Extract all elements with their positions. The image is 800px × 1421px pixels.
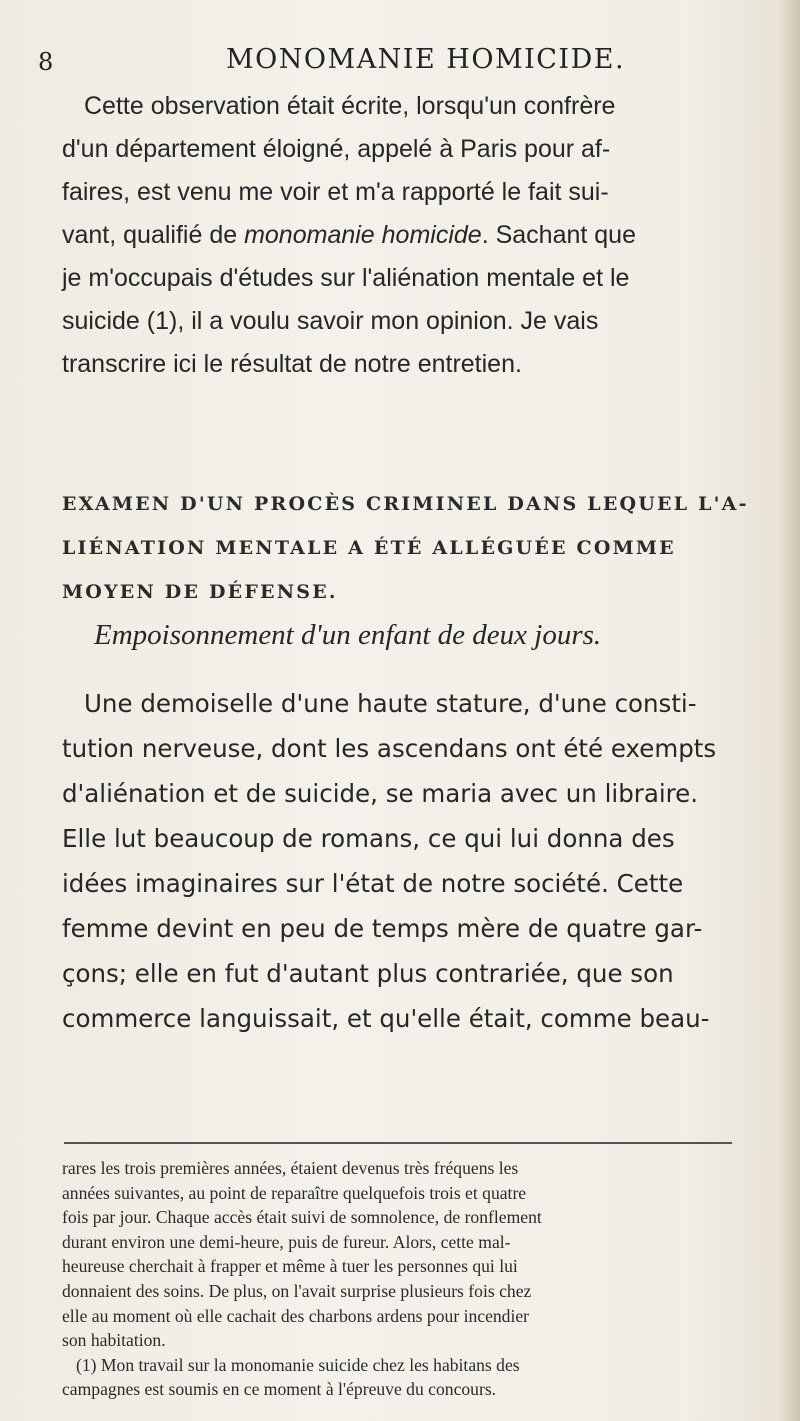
footnote-line: elle au moment où elle cachait des charbons ardens pour incendier (62, 1305, 530, 1326)
running-head-title: MONOMANIE HOMICIDE. (226, 44, 626, 75)
page-number: 8 (38, 48, 55, 76)
heading-line: MOYEN DE DÉFENSE. (62, 581, 338, 603)
text-line: tution nerveuse, dont les ascendans ont été exempts (62, 734, 717, 763)
paragraph-case (62, 681, 730, 1041)
heading-line: EXAMEN D'UN PROCÈS CRIMINEL DANS LEQUEL L'A- (62, 493, 749, 515)
heading-line: LIÉNATION MENTALE A ÉTÉ ALLÉGUÉE COMME (62, 537, 676, 559)
footnote-line: durant environ une demi-heure, puis de fureur. Alors, cette mal- (62, 1231, 511, 1252)
text-line: çons; elle en fut d'autant plus contrariée, que son (62, 959, 674, 988)
italic-term: monomanie homicide (244, 221, 482, 249)
text-line: Elle lut beaucoup de romans, ce qui lui donna des (62, 824, 675, 853)
paragraph-observation (62, 85, 730, 386)
text-segment: . Sachant que (481, 221, 636, 249)
text-line: commerce languissait, et qu'elle était, comme beau- (62, 1004, 710, 1033)
text-line: d'aliénation et de suicide, se maria avec un libraire. (62, 779, 699, 808)
text-segment: vant, qualifié de (62, 221, 245, 249)
text-line: suicide (1), il a voulu savoir mon opinion. Je vais (62, 307, 599, 335)
footnote-divider (64, 1142, 732, 1144)
footnote-line: fois par jour. Chaque accès était suivi de somnolence, de ronflement (62, 1207, 542, 1228)
text-line-with-italic (62, 214, 730, 257)
text-line: Cette observation était écrite, lorsqu'un confrère (84, 92, 616, 120)
footnote-line: (1) Mon travail sur la monomanie suicide chez les habitans des (76, 1354, 520, 1375)
text-line: femme devint en peu de temps mère de quatre gar- (62, 914, 703, 943)
footnote-line: donnaient des soins. De plus, on l'avait surprise plusieurs fois chez (62, 1280, 532, 1301)
footnote-line: son habitation. (62, 1330, 166, 1351)
case-subheading: Empoisonnement d'un enfant de deux jours. (94, 619, 602, 651)
footnote-line: rares les trois premières années, étaient devenus très fréquens les (62, 1158, 519, 1178)
section-heading (62, 482, 752, 614)
footnotes (62, 1156, 742, 1402)
footnote-line: heureuse cherchait à frapper et même à tuer les personnes qui lui (62, 1256, 518, 1277)
running-head (38, 44, 738, 84)
page-edge-shadow (778, 0, 800, 1421)
text-line: je m'occupais d'études sur l'aliénation mentale et le (62, 264, 630, 292)
text-line: d'un département éloigné, appelé à Paris pour af- (62, 135, 611, 163)
footnote-line: campagnes est soumis en ce moment à l'épreuve du concours. (62, 1379, 497, 1400)
text-line: idées imaginaires sur l'état de notre société. Cette (62, 869, 684, 898)
footnote-line: années suivantes, au point de reparaître quelquefois trois et quatre (62, 1182, 527, 1203)
text-line: faires, est venu me voir et m'a rapporté le fait sui- (62, 178, 609, 206)
text-line: Une demoiselle d'une haute stature, d'une consti- (84, 689, 697, 718)
text-line: transcrire ici le résultat de notre entretien. (62, 350, 522, 378)
